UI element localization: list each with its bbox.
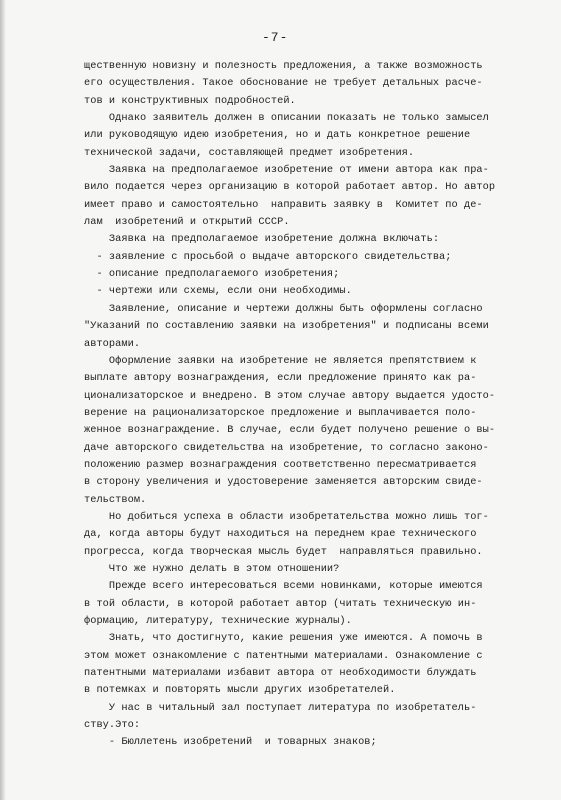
text-line: щественную новизну и полезность предложения, а также возможность (84, 60, 483, 72)
text-line: - чертежи или схемы, если они необходимы. (84, 285, 352, 298)
text-line: его осуществления. Такое обоснование не требует детальных расче- (84, 77, 483, 90)
text-line: - описание предполагаемого изобретения; (84, 268, 340, 281)
page-number: -7- (262, 30, 289, 45)
text-line: женное вознаграждение. В случае, если будет получено решение о вы- (84, 424, 496, 437)
text-line: авторами. (84, 337, 141, 350)
text-line: ционализаторское и внедрено. В этом случае автору выдается удосто- (84, 389, 496, 402)
text-line: вило подается через организацию в которой работает автор. Но автор (84, 181, 496, 194)
text-line: Знать, что достигнуто, какие решения уже имеются. А помочь в (84, 632, 483, 645)
text-line: в потемках и повторять мысли других изобретателей. (84, 684, 396, 697)
text-line: даче авторского свидетельства на изобретение, то согласно законо- (84, 441, 489, 454)
text-line: выплате автору вознаграждения, если предложение принято как ра- (84, 372, 477, 385)
text-line: этом может ознакомление с патентными материалами. Ознакомление с (84, 649, 483, 662)
text-line: имеет право и самостоятельно направить заявку в Комитет по де- (84, 198, 483, 211)
text-line: Но добиться успеха в области изобретательства можно лишь тог- (84, 510, 489, 523)
text-line: У нас в читальный зал поступает литература по изобретатель- (84, 701, 477, 714)
text-line: Оформление заявки на изобретение не является препятствием к (84, 354, 477, 367)
text-line: тельством. (84, 493, 147, 506)
text-line: верение на рационализаторское предложение и выплачивается поло- (84, 406, 477, 419)
text-line: Заявление, описание и чертежи должны быть оформлены согласно (84, 302, 483, 315)
text-line: да, когда авторы будут находиться на переднем крае технического (84, 528, 477, 541)
text-line: Заявка на предполагаемое изобретение должна включать: (84, 233, 440, 246)
text-line: тов и конструктивных подробностей. (84, 94, 296, 107)
text-line: лам изобретений и открытий СССР. (84, 216, 290, 229)
text-line: - Бюллетень изобретений и товарных знаков; (84, 736, 377, 749)
text-line: в сторону увеличения и удостоверение заменяется авторским свиде- (84, 476, 483, 489)
text-line: в той области, в которой работает автор (читать техническую ин- (84, 597, 477, 610)
text-line: положению размер вознаграждения соответственно пересматривается (84, 458, 477, 471)
text-line: Однако заявитель должен в описании показать не только замысел (84, 112, 489, 125)
text-line: ству.Это: (84, 719, 141, 732)
text-line: Что же нужно делать в этом отношении? (84, 562, 340, 575)
text-line: прогресса, когда творческая мысль будет направляться правильно. (84, 545, 483, 558)
document-body (84, 58, 544, 752)
text-line: Прежде всего интересоваться всеми новинками, которые имеются (84, 580, 483, 593)
text-line: или руководящую идею изобретения, но и дать конкретное решение (84, 129, 471, 142)
text-line: Заявка на предполагаемое изобретение от имени автора как пра- (84, 164, 489, 177)
text-line: патентными материалами избавит автора от необходимости блуждать (84, 667, 477, 680)
text-line: "Указаний по составлению заявки на изобретения" и подписаны всеми (84, 320, 489, 333)
text-line: - заявление с просьбой о выдаче авторского свидетельства; (84, 250, 452, 263)
text-line: технической задачи, составляющей предмет изобретения. (84, 146, 415, 159)
text-line: формацию, литературу, технические журналы). (84, 615, 352, 627)
